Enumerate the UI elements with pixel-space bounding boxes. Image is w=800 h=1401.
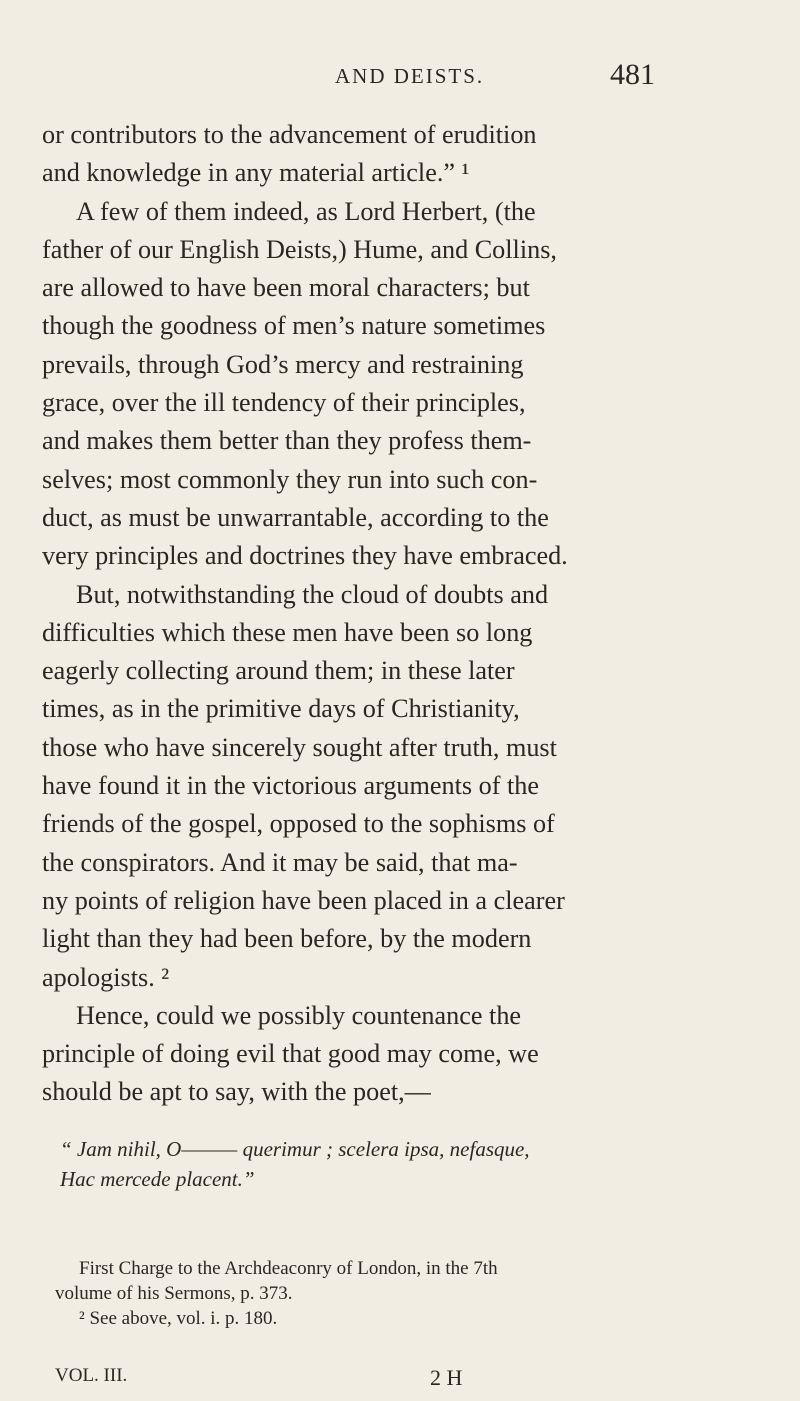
volume-label: VOL. III. [55, 1365, 128, 1386]
text-line: and knowledge in any material article.” ¹ [42, 158, 470, 188]
footnote-line: volume of his Sermons, p. 373. [55, 1283, 293, 1304]
footnote-line: First Charge to the Archdeaconry of London, in the 7th [79, 1258, 498, 1279]
text-line: ny points of religion have been placed in a clearer [42, 885, 565, 915]
text-line: Hence, could we possibly countenance the [76, 1000, 522, 1030]
text-line: A few of them indeed, as Lord Herbert, (the [76, 196, 536, 226]
page-header [0, 58, 800, 98]
text-line: are allowed to have been moral characters; but [42, 273, 530, 303]
text-line: prevails, through God’s mercy and restraining [42, 349, 524, 379]
text-line: the conspirators. And it may be said, that ma- [42, 847, 518, 877]
text-line: grace, over the ill tendency of their principles, [42, 388, 526, 418]
running-head: AND DEISTS. [335, 64, 485, 88]
text-line: duct, as must be unwarrantable, according to the [42, 502, 549, 532]
text-line: light than they had been before, by the modern [42, 924, 532, 954]
latin-quotation [60, 1134, 680, 1194]
text-line: father of our English Deists,) Hume, and Collins, [42, 234, 557, 264]
text-line: or contributors to the advancement of erudition [42, 120, 537, 149]
text-line: friends of the gospel, opposed to the sophisms of [42, 809, 555, 839]
text-line: those who have sincerely sought after truth, must [42, 732, 557, 762]
body-text [42, 116, 672, 1112]
page-number: 481 [610, 58, 655, 91]
signature-mark: 2 H [430, 1365, 463, 1390]
text-line: and makes them better than they profess them- [42, 426, 532, 456]
quote-line: “ Jam nihil, O——— querimur ; scelera ipsa, nefasque, [60, 1137, 530, 1161]
text-line: apologists. ² [42, 962, 170, 992]
text-line: have found it in the victorious arguments of the [42, 771, 539, 801]
text-line: times, as in the primitive days of Christianity, [42, 694, 520, 724]
text-line: principle of doing evil that good may come, we [42, 1039, 539, 1069]
text-line: selves; most commonly they run into such con- [42, 464, 538, 494]
quote-line: Hac mercede placent.” [60, 1167, 255, 1191]
text-line: should be apt to say, with the poet,— [42, 1077, 431, 1107]
text-line: eagerly collecting around them; in these later [42, 656, 515, 686]
text-line: difficulties which these men have been so long [42, 617, 533, 647]
footnotes [55, 1256, 695, 1331]
footnote-line: ² See above, vol. i. p. 180. [79, 1308, 278, 1329]
text-line: very principles and doctrines they have embraced. [42, 541, 568, 571]
text-line: though the goodness of men’s nature sometimes [42, 311, 546, 341]
text-line: But, notwithstanding the cloud of doubts and [76, 579, 549, 609]
signature-line [55, 1365, 695, 1393]
